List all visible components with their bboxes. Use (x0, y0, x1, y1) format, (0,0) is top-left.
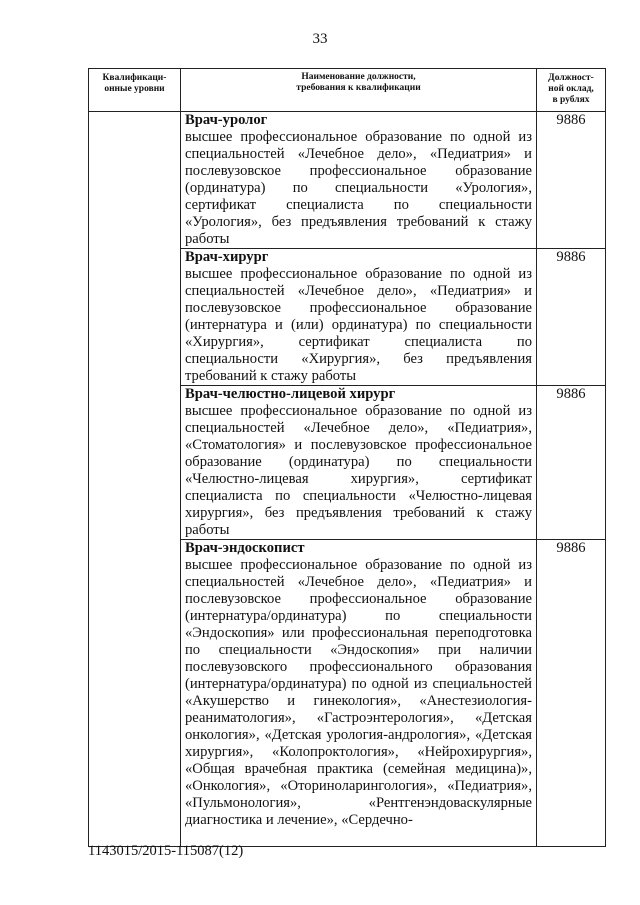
position-title: Врач-челюстно-лицевой хирург (185, 386, 396, 402)
position-requirements: высшее профессиональное образование по одной из специальностей «Лечебное дело», «Педиатрия» и послевузовское профессиональное образование (интернатура и (или) ординатура) по специальности «Хирургия», сертификат специалиста по специальности «Хирургия», без предъявления требований к стажу работы (185, 266, 532, 384)
header-position-name (181, 69, 537, 112)
position-cell (181, 112, 537, 249)
qualification-table (88, 68, 606, 847)
salary-value: 9886 (537, 249, 606, 386)
header-salary-line2: ной оклад, (548, 84, 594, 94)
header-level-line2: онные уровни (104, 84, 165, 94)
table-header-row (89, 69, 606, 112)
position-requirements: высшее профессиональное образование по одной из специальностей «Лечебное дело», «Педиатрия» и послевузовское профессиональное образование (ординатура) по специальности «Урология», сертификат специалиста по специальности «Урология», без предъявления требований к стажу работы (185, 129, 532, 247)
header-name-line2: требования к квалификации (296, 83, 421, 93)
position-title: Врач-хирург (185, 249, 269, 265)
salary-value: 9886 (537, 112, 606, 249)
position-requirements: высшее профессиональное образование по одной из специальностей «Лечебное дело», «Педиатрия» и послевузовское профессиональное образование (интернатура/ординатура) по специальности «Эндоскопия» или профессиональная переподготовка по специальности «Эндоскопия» при наличии послевузовского профессионального образования (интернатура/ординатура) по одной из специальностей «Акушерство и гинекология», «Анестезиология-реаниматология», «Гастроэнтерология», «Детская онкология», «Детская урология-андрология», «Детская хирургия», «Колопроктология», «Нейрохирургия», «Общая врачебная практика (семейная медицина)», «Онкология», «Оториноларингология», «Педиатрия», «Пульмонология», «Рентгенэндоваскулярные диагностика и лечение», «Сердечно- (185, 557, 532, 828)
header-salary (537, 69, 606, 112)
salary-value: 9886 (537, 540, 606, 847)
header-salary-line1: Должност- (548, 73, 594, 83)
position-cell (181, 249, 537, 386)
qualification-level-cell (89, 112, 181, 847)
document-code: 1143015/2015-115087(12) (88, 843, 244, 859)
salary-value: 9886 (537, 386, 606, 540)
header-level-line1: Квалификаци- (102, 73, 167, 83)
position-cell (181, 540, 537, 847)
page-number: 33 (312, 31, 328, 47)
position-title: Врач-эндоскопист (185, 540, 305, 556)
header-salary-line3: в рублях (552, 95, 590, 105)
position-title: Врач-уролог (185, 112, 268, 128)
table-row (89, 112, 606, 249)
header-qualification-levels (89, 69, 181, 112)
header-name-line1: Наименование должности, (301, 72, 416, 82)
position-cell (181, 386, 537, 540)
position-requirements: высшее профессиональное образование по одной из специальностей «Лечебное дело», «Педиатрия», «Стоматология» и послевузовское профессиональное образование (ординатура) по специальности «Челюстно-лицевая хирургия», сертификат специалиста по специальности «Челюстно-лицевая хирургия», без предъявления требований к стажу работы (185, 403, 532, 538)
